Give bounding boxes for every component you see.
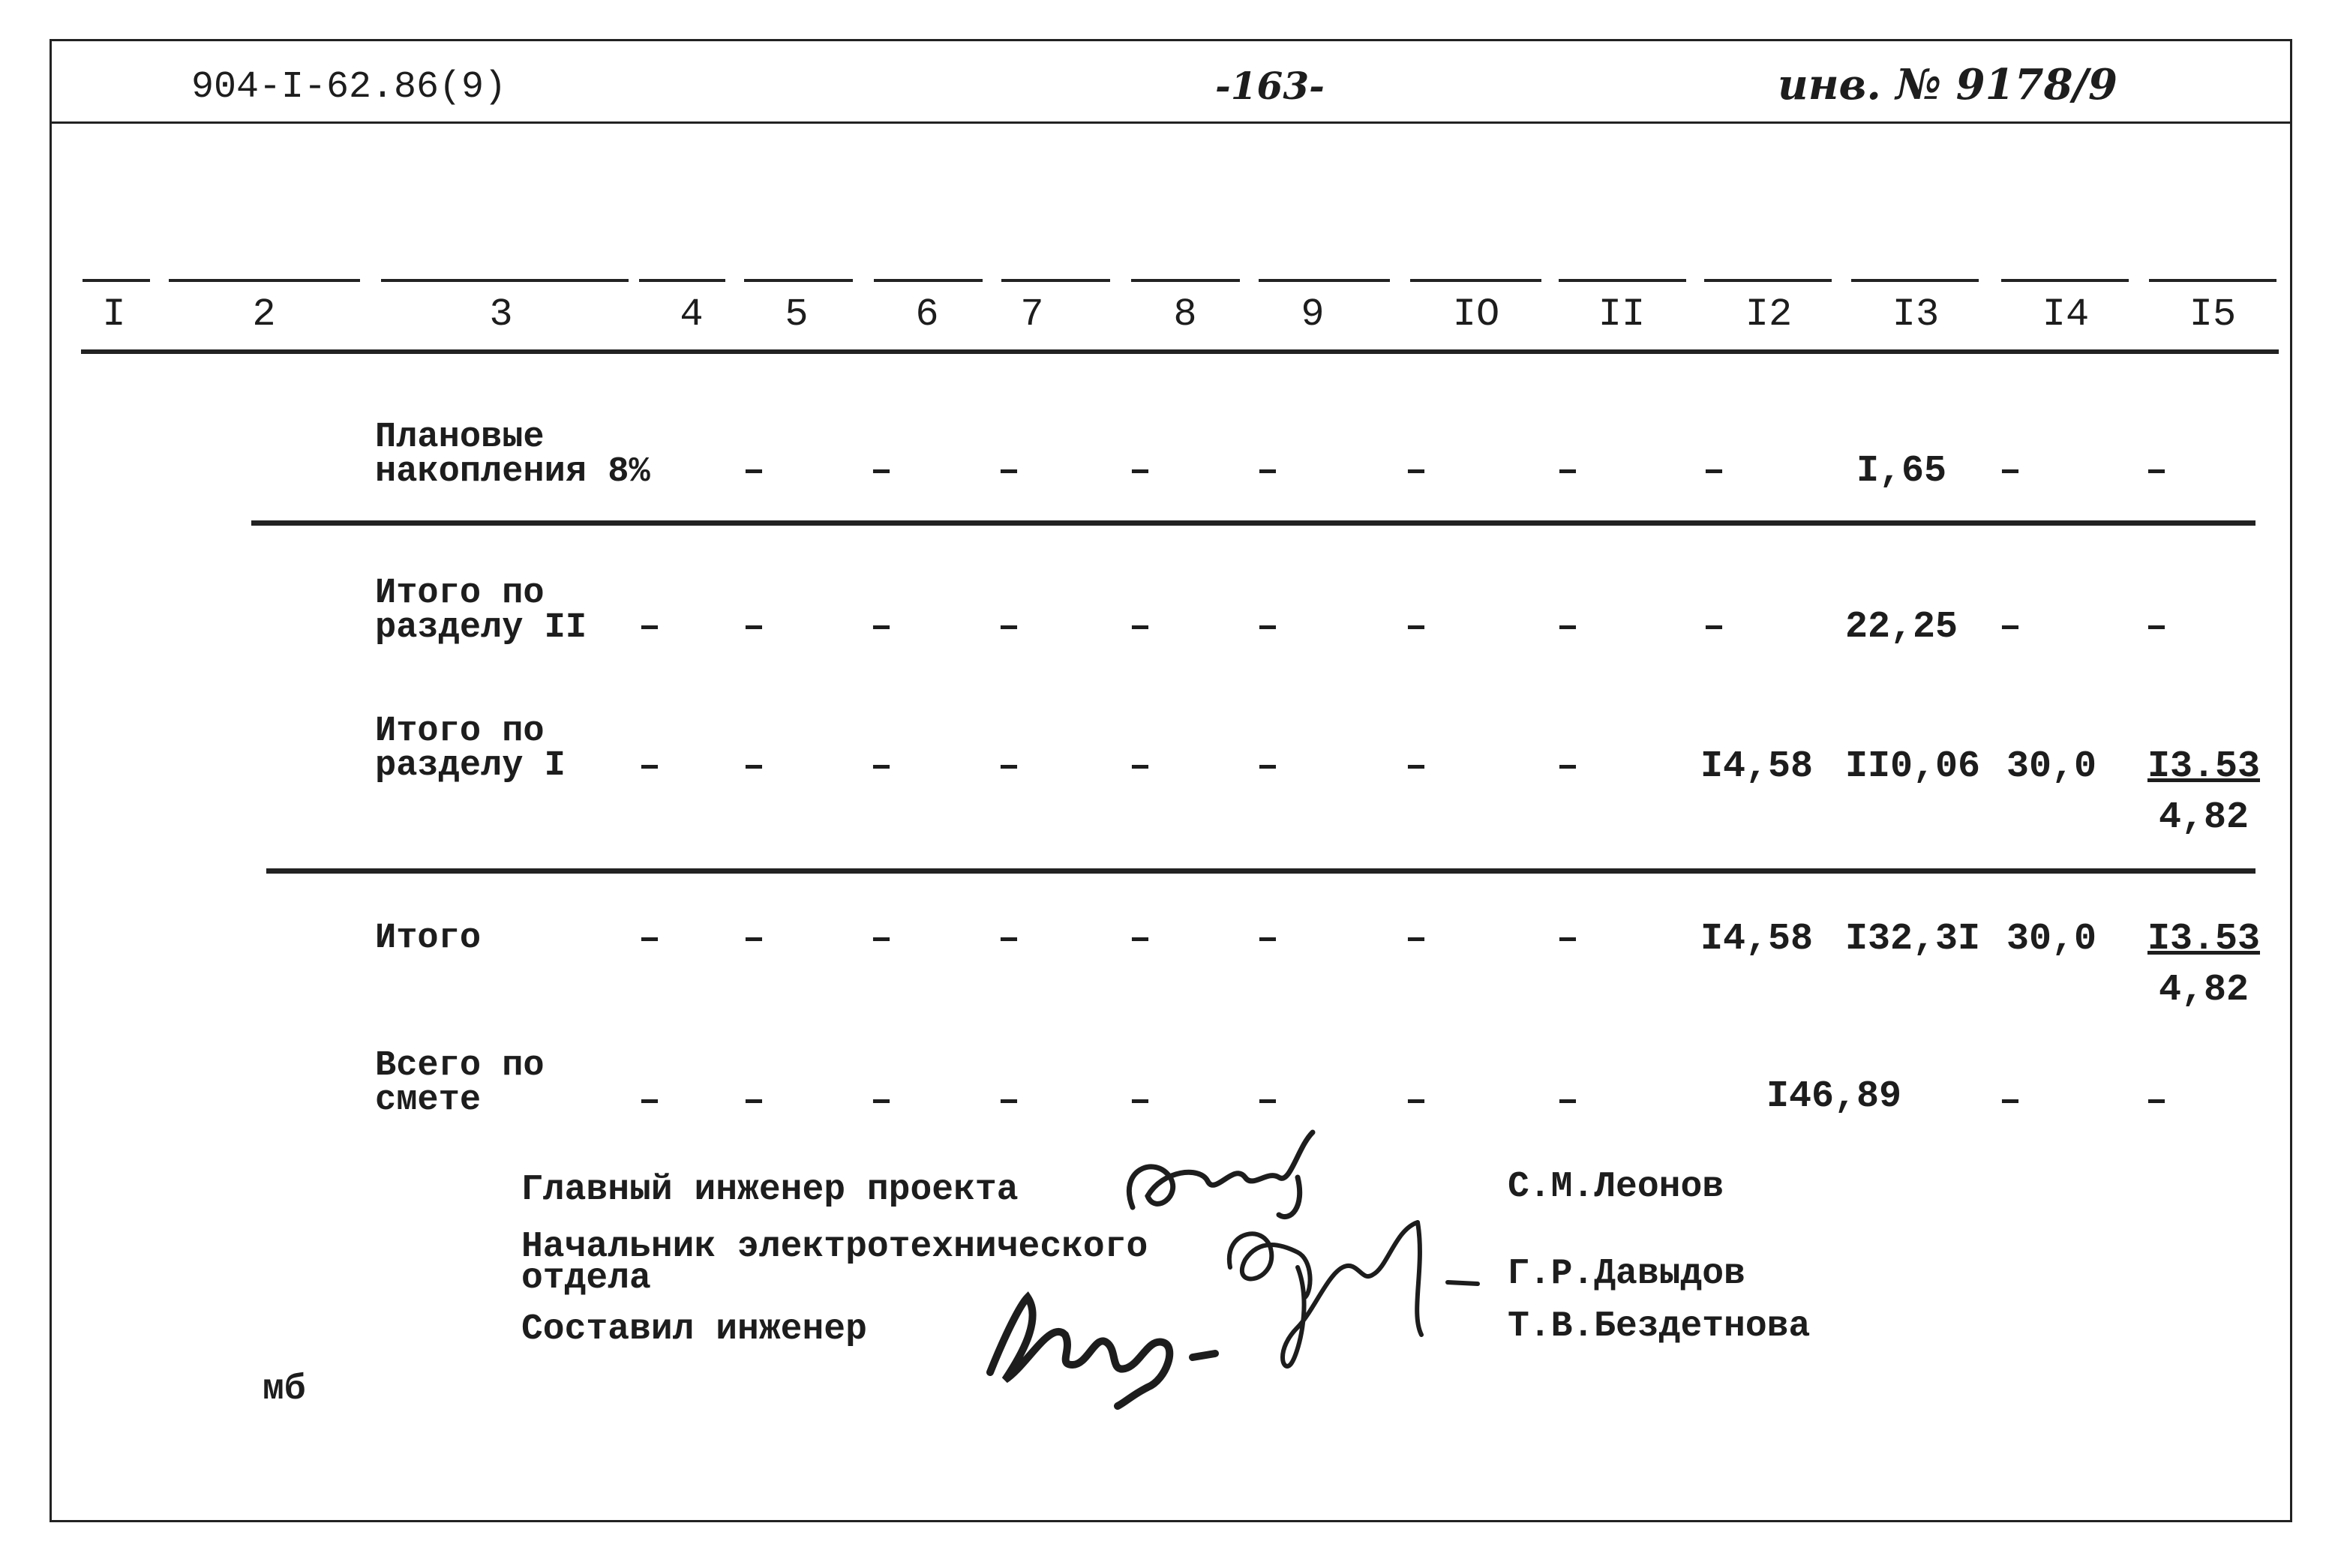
empty-cell: –	[1256, 918, 1279, 961]
empty-cell: –	[742, 1080, 765, 1123]
chief-engineer-name: С.М.Леонов	[1508, 1167, 1724, 1207]
row-label: разделу I	[375, 746, 566, 786]
empty-cell: –	[869, 745, 893, 788]
compiled-by-label: Составил инженер	[521, 1309, 867, 1350]
row-label: Плановые	[375, 418, 545, 457]
empty-cell: –	[1128, 745, 1151, 788]
empty-cell: –	[997, 606, 1020, 649]
empty-cell: –	[1556, 745, 1579, 788]
empty-cell: –	[997, 1080, 1020, 1123]
inventory-number: инв. № 9178/9	[1778, 60, 2117, 109]
empty-cell: –	[1404, 918, 1427, 961]
column-number: I4	[2042, 292, 2090, 337]
empty-cell: –	[1404, 1080, 1427, 1123]
column-number: 7	[1020, 292, 1044, 337]
column-number: 5	[785, 292, 809, 337]
column-number: 4	[680, 292, 704, 337]
cell-col15-top: I3.53	[2147, 918, 2261, 961]
column-number: IO	[1452, 292, 1500, 337]
column-number: 8	[1173, 292, 1197, 337]
row-label: разделу II	[375, 608, 587, 648]
empty-cell: –	[638, 1080, 661, 1123]
empty-cell: –	[1404, 745, 1427, 788]
row-divider	[266, 868, 2255, 874]
empty-cell: –	[1556, 918, 1579, 961]
cell-col15-bottom: 4,82	[2158, 969, 2249, 1012]
column-number: I3	[1892, 292, 1940, 337]
empty-cell: –	[1702, 450, 1725, 493]
empty-cell: –	[1128, 606, 1151, 649]
empty-cell: –	[742, 745, 765, 788]
empty-cell: –	[1556, 1080, 1579, 1123]
column-header-bottom-rule	[81, 349, 2279, 354]
column-number: I2	[1745, 292, 1793, 337]
row-label: Итого по	[375, 574, 545, 613]
empty-cell: –	[742, 606, 765, 649]
column-number: 2	[252, 292, 276, 337]
empty-cell: –	[2144, 606, 2168, 649]
empty-cell: –	[869, 918, 893, 961]
cell-col13: I32,3I	[1844, 918, 1981, 961]
empty-cell: –	[742, 918, 765, 961]
empty-cell: –	[742, 450, 765, 493]
empty-cell: –	[1256, 1080, 1279, 1123]
cell-col15-top: I3.53	[2147, 745, 2261, 788]
row-label: Итого по	[375, 712, 545, 751]
document-code: 904-I-62.86(9)	[191, 66, 507, 109]
cell-col13: 22,25	[1844, 606, 1958, 649]
empty-cell: –	[997, 450, 1020, 493]
column-number: 9	[1301, 292, 1325, 337]
cell-col14: 30,0	[2006, 918, 2097, 961]
dept-head-label: Начальник электротехнического	[521, 1227, 1148, 1267]
page-number: -163-	[1215, 64, 1325, 108]
cell-col12: I4,58	[1700, 745, 1814, 788]
footer-mark: мб	[263, 1369, 306, 1410]
row-label: накопления 8%	[375, 452, 650, 492]
empty-cell: –	[1256, 606, 1279, 649]
empty-cell: –	[1128, 450, 1151, 493]
empty-cell: –	[869, 450, 893, 493]
empty-cell: –	[1998, 450, 2021, 493]
cell-col15-bottom: 4,82	[2158, 796, 2249, 839]
empty-cell: –	[1998, 606, 2021, 649]
empty-cell: –	[1256, 745, 1279, 788]
empty-cell: –	[1556, 606, 1579, 649]
column-number: 6	[915, 292, 939, 337]
empty-cell: –	[1128, 1080, 1151, 1123]
empty-cell: –	[997, 918, 1020, 961]
empty-cell: –	[1404, 450, 1427, 493]
row-label: смете	[375, 1081, 482, 1120]
empty-cell: –	[1998, 1080, 2021, 1123]
row-label: Всего по	[375, 1046, 545, 1086]
empty-cell: –	[997, 745, 1020, 788]
dept-head-name: Г.Р.Давыдов	[1508, 1254, 1745, 1294]
empty-cell: –	[1702, 606, 1725, 649]
cell-col14: 30,0	[2006, 745, 2097, 788]
empty-cell: –	[869, 1080, 893, 1123]
empty-cell: –	[638, 918, 661, 961]
cell-col13: II0,06	[1844, 745, 1981, 788]
empty-cell: –	[2144, 1080, 2168, 1123]
row-label: Итого	[375, 919, 482, 958]
cell-col13: I,65	[1856, 450, 1947, 493]
dept-head-label: отдела	[521, 1258, 651, 1299]
cell-col12-13: I46,89	[1766, 1075, 1902, 1118]
column-number: I	[102, 292, 126, 337]
empty-cell: –	[638, 745, 661, 788]
empty-cell: –	[2144, 450, 2168, 493]
chief-engineer-label: Главный инженер проекта	[521, 1170, 1019, 1210]
column-number: II	[1598, 292, 1646, 337]
empty-cell: –	[869, 606, 893, 649]
empty-cell: –	[1256, 450, 1279, 493]
empty-cell: –	[1128, 918, 1151, 961]
compiled-by-signature-icon	[975, 1275, 1245, 1410]
empty-cell: –	[638, 606, 661, 649]
column-number: I5	[2189, 292, 2237, 337]
row-divider	[251, 520, 2255, 526]
column-number: 3	[489, 292, 513, 337]
empty-cell: –	[1556, 450, 1579, 493]
empty-cell: –	[1404, 606, 1427, 649]
header-divider	[50, 121, 2292, 124]
cell-col12: I4,58	[1700, 918, 1814, 961]
compiled-by-name: Т.В.Бездетнова	[1508, 1306, 1811, 1347]
